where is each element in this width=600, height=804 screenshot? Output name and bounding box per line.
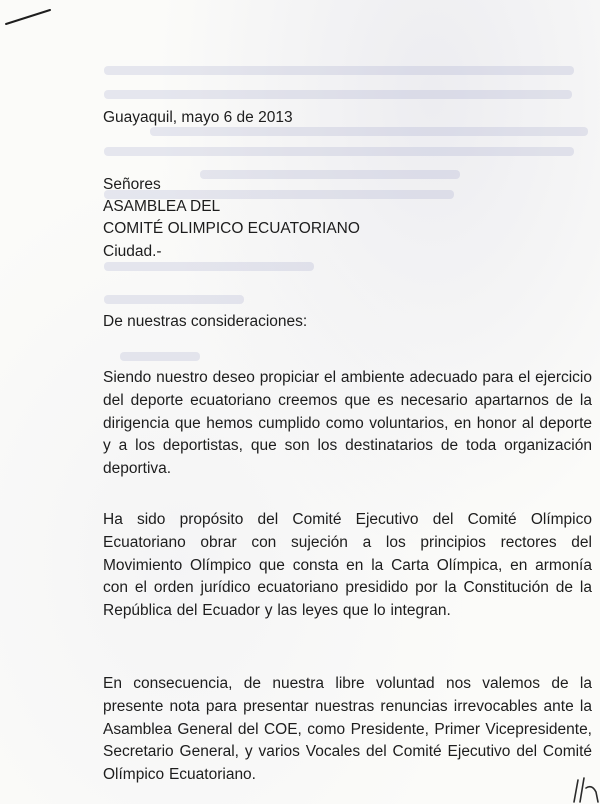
body-paragraph-3: En consecuencia, de nuestra libre voluntad nos valemos de la presente nota para presentar nuestras renuncias irrevocables ante la Asamblea General del COE, como Presidente, Primer Vicepresidente, Secretario General, y varios Vocales del Comité Ejecutivo del Comité Olímpico Ecuatoriano. <box>103 675 592 784</box>
recipient-city: Ciudad.- <box>103 243 162 260</box>
greeting: De nuestras consideraciones: <box>103 313 308 330</box>
body-paragraph-2: Ha sido propósito del Comité Ejecutivo del Comité Olímpico Ecuatoriano obrar con sujeción a los principios rectores del Movimiento Olímpico que consta en la Carta Olímpica, en armonía con el orden jurídico ecuatoriano presidido por la Constitución de la República del Ecuador y las leyes que lo integran. <box>103 511 592 620</box>
recipient-salutation: Señores <box>103 176 161 193</box>
pen-stroke-icon <box>4 0 54 28</box>
place-date: Guayaquil, mayo 6 de 2013 <box>103 109 293 126</box>
body-paragraph-1: Siendo nuestro deseo propiciar el ambiente adecuado para el ejercicio del deporte ecuatoriano creemos que es necesario apartarnos de la dirigencia que hemos cumplido como voluntarios, en honor al deporte y a los deportistas, que son los destinatarios de toda organización deportiva. <box>103 369 592 478</box>
recipient-line-1: ASAMBLEA DEL <box>103 198 221 215</box>
handwritten-mark-icon <box>566 774 600 804</box>
recipient-line-2: COMITÉ OLIMPICO ECUATORIANO <box>103 220 360 237</box>
